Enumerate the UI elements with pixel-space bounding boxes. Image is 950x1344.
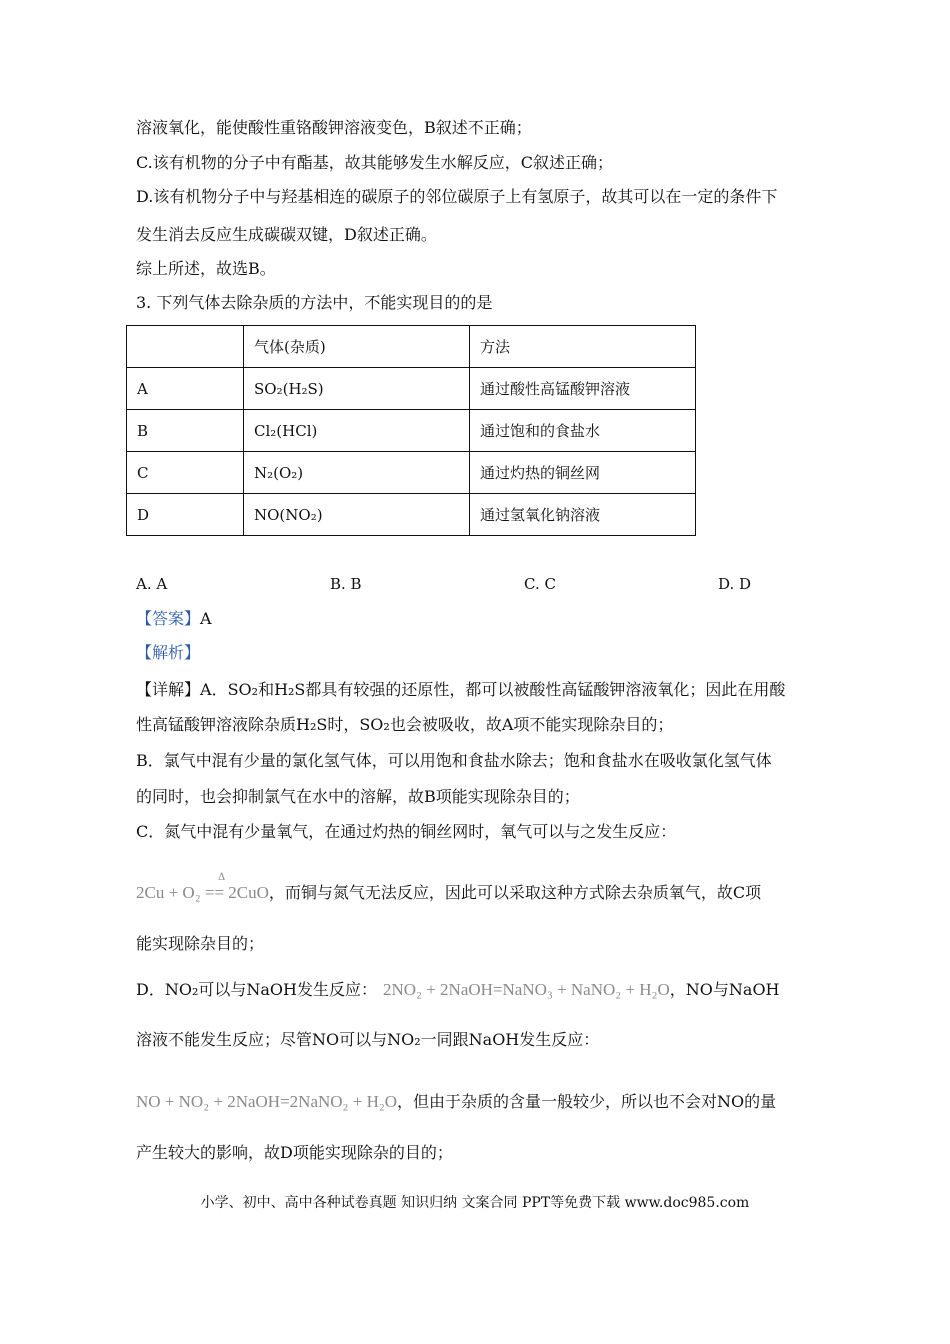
line-1: 溶液氧化，能使酸性重铬酸钾溶液变色，B叙述不正确； bbox=[136, 118, 532, 137]
detail-b-line-2: 的同时，也会抑制氯气在水中的溶解，故B项能实现除杂目的； bbox=[136, 787, 580, 806]
row-gas: SO₂(H₂S) bbox=[244, 368, 470, 410]
table-header-cell bbox=[127, 326, 244, 368]
no-no2-naoh-equation: NO + NO₂ + 2NaOH=2NaNO₂ + H₂O bbox=[136, 1092, 398, 1111]
detail-c-line-3: 能实现除杂目的； bbox=[136, 934, 265, 953]
detail-d-text-1: D．NO₂可以与NaOH发生反应： bbox=[136, 980, 377, 999]
option-c: C. C bbox=[524, 575, 556, 593]
detail-b-line-1: B．氯气中混有少量的氯化氢气体，可以用饱和食盐水除去；饱和食盐水在吸收氯化氢气体 bbox=[136, 751, 772, 770]
row-method: 通过灼热的铜丝网 bbox=[470, 452, 696, 494]
impurity-table bbox=[126, 325, 696, 536]
detail-a-text-1: A．SO₂和H₂S都具有较强的还原性，都可以被酸性高锰酸钾溶液氧化；因此在用酸 bbox=[200, 680, 786, 699]
answer-tag: 【答案】 bbox=[136, 609, 201, 628]
detail-d-text-1b: ，NO与NaOH bbox=[669, 980, 780, 999]
detail-d-text-3: ，但由于杂质的含量一般较少，所以也不会对NO的量 bbox=[397, 1092, 777, 1111]
answer-line bbox=[136, 609, 212, 629]
detail-d-line-1 bbox=[136, 980, 780, 1000]
line-5: 综上所述，故选B。 bbox=[136, 259, 276, 278]
table-header-cell: 气体(杂质) bbox=[244, 326, 470, 368]
detail-d-line-3 bbox=[136, 1092, 776, 1112]
page-footer: 小学、初中、高中各种试卷真题 知识归纳 文案合同 PPT等免费下载 www.doc985.com bbox=[200, 1195, 750, 1211]
table-header-cell: 方法 bbox=[470, 326, 696, 368]
detail-d-line-4: 产生较大的影响，故D项能实现除杂的目的； bbox=[136, 1143, 453, 1162]
question-3: 3. 下列气体去除杂质的方法中，不能实现目的的是 bbox=[136, 293, 493, 312]
row-gas: N₂(O₂) bbox=[244, 452, 470, 494]
row-label: C bbox=[127, 452, 244, 494]
row-label: D bbox=[127, 494, 244, 536]
row-label: A bbox=[127, 368, 244, 410]
option-b: B. B bbox=[330, 575, 362, 593]
analysis-tag: 【解析】 bbox=[136, 643, 201, 662]
table-row bbox=[127, 452, 696, 494]
detail-c-line-2 bbox=[136, 883, 761, 903]
line-4: 发生消去反应生成碳碳双键，D叙述正确。 bbox=[136, 225, 437, 244]
detail-c-text-2: ，而铜与氮气无法反应，因此可以采取这种方式除去杂质氧气，故C项 bbox=[268, 883, 762, 902]
detail-c-line-1: C．氮气中混有少量氧气，在通过灼热的铜丝网时，氧气可以与之发生反应： bbox=[136, 822, 677, 841]
detail-a-line-2: 性高锰酸钾溶液除杂质H₂S时，SO₂也会被吸收，故A项不能实现除杂目的； bbox=[136, 715, 674, 734]
option-a: A. A bbox=[136, 575, 168, 593]
row-method: 通过氢氧化钠溶液 bbox=[470, 494, 696, 536]
row-gas: Cl₂(HCl) bbox=[244, 410, 470, 452]
row-method: 通过酸性高锰酸钾溶液 bbox=[470, 368, 696, 410]
table-row bbox=[127, 410, 696, 452]
no2-naoh-equation: 2NO₂ + 2NaOH=NaNO₃ + NaNO₂ + H₂O bbox=[382, 980, 670, 999]
copper-oxygen-equation: 2Cu + O₂ == 2CuO bbox=[136, 883, 269, 902]
detail-d-line-2: 溶液不能发生反应；尽管NO可以与NO₂一同跟NaOH发生反应： bbox=[136, 1030, 600, 1049]
row-gas: NO(NO₂) bbox=[244, 494, 470, 536]
heat-delta-symbol: Δ bbox=[218, 872, 226, 883]
answer-value: A bbox=[200, 609, 212, 628]
detail-a-line-1 bbox=[136, 680, 785, 700]
table-header-row bbox=[127, 326, 696, 368]
row-label: B bbox=[127, 410, 244, 452]
table-row bbox=[127, 494, 696, 536]
option-d: D. D bbox=[718, 575, 752, 593]
table-row bbox=[127, 368, 696, 410]
line-3: D.该有机物分子中与羟基相连的碳原子的邻位碳原子上有氢原子，故其可以在一定的条件下 bbox=[136, 187, 778, 206]
detail-tag: 【详解】 bbox=[136, 680, 201, 699]
line-2: C.该有机物的分子中有酯基，故其能够发生水解反应，C叙述正确； bbox=[136, 153, 614, 172]
row-method: 通过饱和的食盐水 bbox=[470, 410, 696, 452]
